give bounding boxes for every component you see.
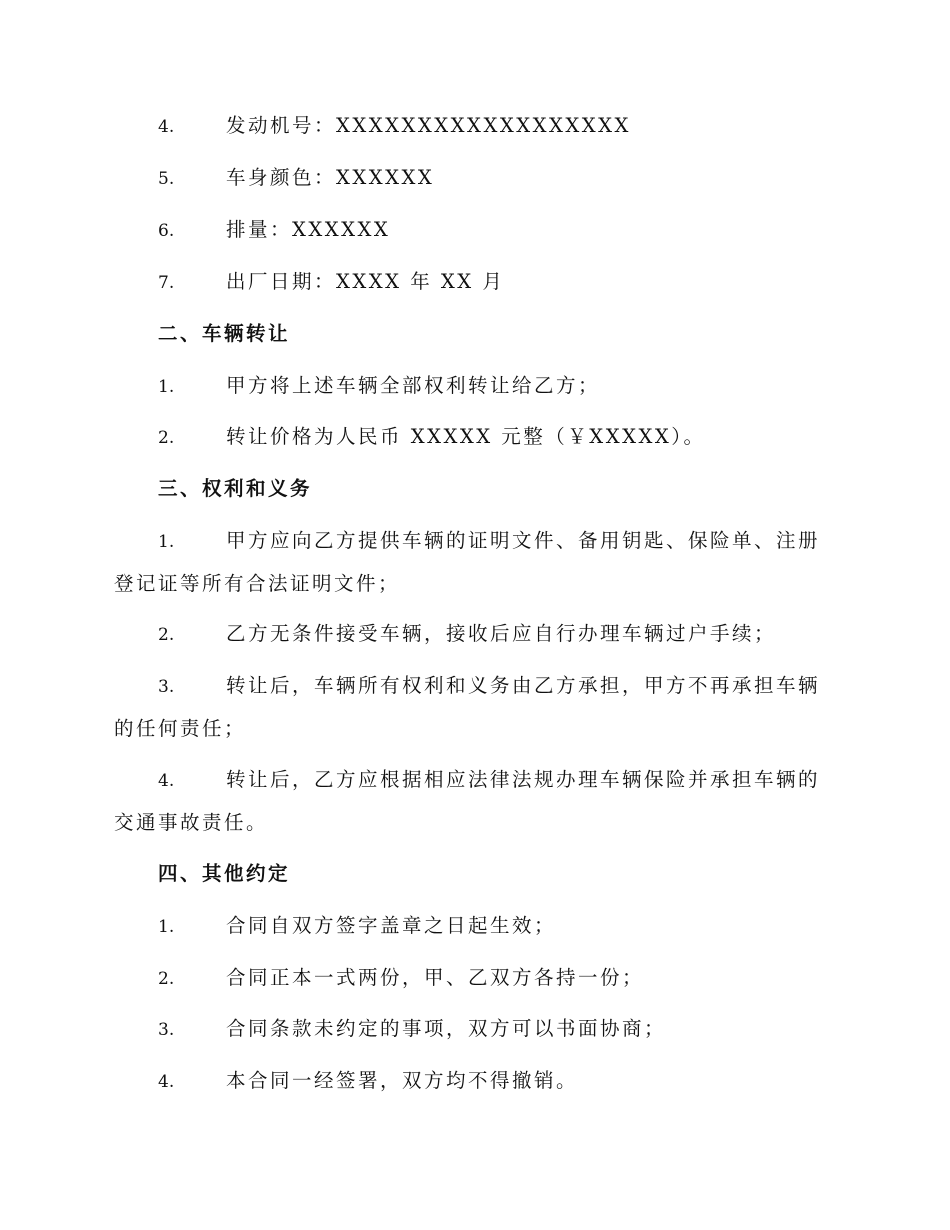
list-item [114,365,834,408]
item-number: 4. [158,117,175,137]
list-item [114,1008,834,1051]
item-text: 排量：XXXXXX [226,218,391,241]
item-text: 本合同一经签署，双方均不得撤销。 [226,1069,579,1092]
list-item [114,613,834,656]
item-text: 合同正本一式两份，甲、乙双方各持一份； [226,966,645,989]
item-number: 1. [158,532,175,552]
list-item [114,1060,834,1103]
item-number: 6. [158,221,175,241]
item-text: 甲方应向乙方提供车辆的证明文件、备用钥匙、保险单、注册登记证等所有合法证明文件； [114,529,821,595]
item-number: 3. [158,677,175,697]
item-text: 转让价格为人民币 XXXXX 元整（￥XXXXX）。 [226,425,706,448]
list-item [114,416,834,459]
list-item [114,105,834,148]
section-heading-transfer: 二、车辆转让 [158,322,291,345]
item-text: 合同自双方签字盖章之日起生效； [226,914,557,937]
list-item [114,261,834,304]
item-text: 转让后，车辆所有权利和义务由乙方承担，甲方不再承担车辆的任何责任； [114,674,821,740]
section-heading-rights: 三、权利和义务 [158,477,313,500]
list-item [114,905,834,948]
item-text: 车身颜色：XXXXXX [226,166,435,189]
item-text: 乙方无条件接受车辆，接收后应自行办理车辆过户手续； [226,622,777,645]
item-number: 4. [158,771,175,791]
item-number: 3. [158,1020,175,1040]
list-item [114,157,834,200]
item-number: 7. [158,273,175,293]
item-number: 1. [158,377,175,397]
list-item [114,520,834,605]
list-item [114,665,834,750]
item-text: 发动机号：XXXXXXXXXXXXXXXXXX [226,114,631,137]
item-number: 2. [158,969,175,989]
item-text: 甲方将上述车辆全部权利转让给乙方； [226,374,601,397]
item-number: 2. [158,428,175,448]
list-item [114,957,834,1000]
list-item [114,209,834,252]
item-text: 出厂日期：XXXX 年 XX 月 [226,270,505,293]
item-number: 4. [158,1072,175,1092]
item-number: 5. [158,169,175,189]
list-item [114,759,834,844]
item-text: 合同条款未约定的事项，双方可以书面协商； [226,1017,667,1040]
item-number: 1. [158,917,175,937]
item-text: 转让后，乙方应根据相应法律法规办理车辆保险并承担车辆的交通事故责任。 [114,768,821,834]
section-heading-other: 四、其他约定 [158,862,291,885]
item-number: 2. [158,625,175,645]
